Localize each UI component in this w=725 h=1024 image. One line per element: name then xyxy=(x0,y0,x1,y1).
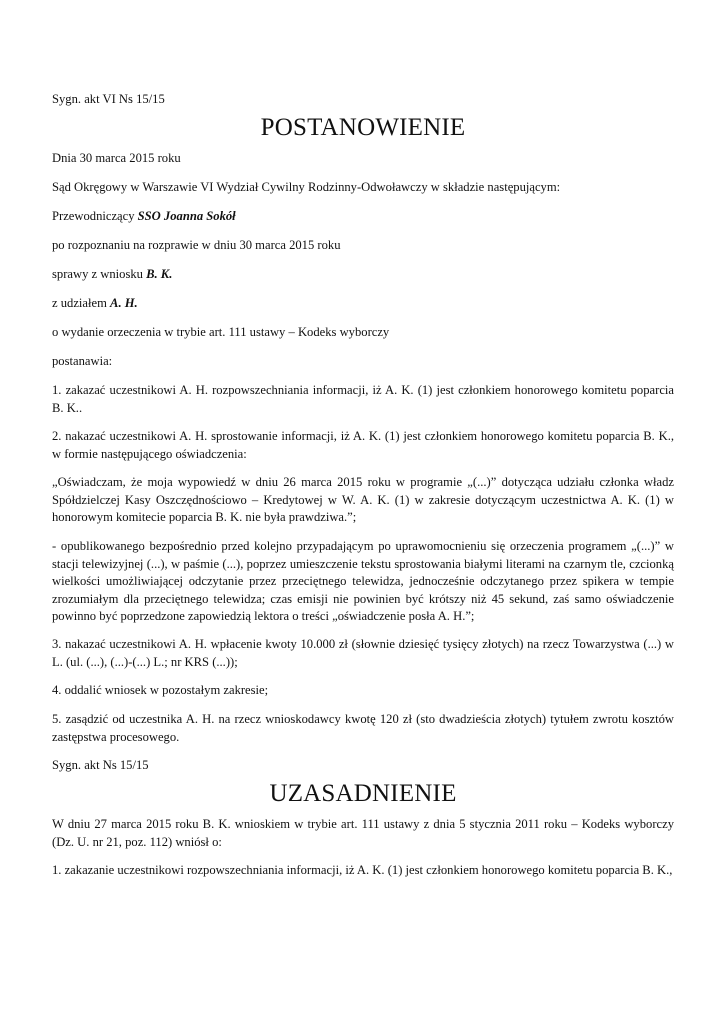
case-reference: Sygn. akt VI Ns 15/15 xyxy=(52,92,165,106)
chair-name: SSO Joanna Sokół xyxy=(137,209,236,223)
chair-label: Przewodniczący xyxy=(52,209,138,223)
applicant-label: sprawy z wniosku xyxy=(52,267,147,281)
court-line: Sąd Okręgowy w Warszawie VI Wydział Cywilny Rodzinny-Odwoławczy w składzie następującym: xyxy=(52,180,561,194)
hearing-line: po rozpoznaniu na rozprawie w dniu 30 marca 2015 roku xyxy=(52,238,341,252)
point-5: 5. zasądzić od uczestnika A. H. na rzecz wnioskodawcy kwotę 120 zł (sto dwadzieścia złotych) tytułem zwrotu kosztów zastępstwa procesowego. xyxy=(52,712,674,744)
point-4: 4. oddalić wniosek w pozostałym zakresie; xyxy=(52,683,269,697)
applicant-name: B. K. xyxy=(146,267,173,281)
participant-label: z udziałem xyxy=(52,296,111,310)
justification-point-1: 1. zakazanie uczestnikowi rozpowszechniania informacji, iż A. K. (1) jest członkiem honorowego komitetu poparcia B. K., xyxy=(52,863,673,877)
document-title: POSTANOWIENIE xyxy=(260,114,466,141)
date-line: Dnia 30 marca 2015 roku xyxy=(52,151,181,165)
subject-line: o wydanie orzeczenia w trybie art. 111 ustawy – Kodeks wyborczy xyxy=(52,325,390,339)
point-3: 3. nakazać uczestnikowi A. H. wpłacenie kwoty 10.000 zł (słownie dziesięć tysięcy złotych) na rzecz Towarzystwa (...) w L. (ul. (...), (...)-(...) L.; nr KRS (...)); xyxy=(52,637,674,669)
broadcast-conditions: - opublikowanego bezpośrednio przed kolejno przypadającym po uprawomocnieniu się orzeczenia programem „(...)” w stacji telewizyjnej (...), w paśmie (...), poprzez umieszczenie tekstu sprostowania białymi literami na czarnym tle, czcionką wielkości umożliwiającej odczytanie przez przeciętnego telewidza, jednocześnie odczytanego przez spikera w tempie zrozumiałym dla przeciętnego telewidza; czas emisji nie powinien być krótszy niż 45 sekund, zaś samo oświadczenie powinno być poprzedzone zapowiedzią lektora o treści „oświadczenie posła A. H.”; xyxy=(52,539,674,623)
applicant-line xyxy=(52,266,674,284)
justification-intro: W dniu 27 marca 2015 roku B. K. wnioskiem w trybie art. 111 ustawy z dnia 5 stycznia 2011 roku – Kodeks wyborczy (Dz. U. nr 21, poz. 112) wniósł o: xyxy=(52,817,674,849)
point-2: 2. nakazać uczestnikowi A. H. sprostowanie informacji, iż A. K. (1) jest członkiem honorowego komitetu poparcia B. K., w formie następującego oświadczenia: xyxy=(52,429,674,461)
justification-title: UZASADNIENIE xyxy=(269,780,457,807)
participant-name: A. H. xyxy=(110,296,138,310)
statement-text: „Oświadczam, że moja wypowiedź w dniu 26 marca 2015 roku w programie „(...)” dotycząca udziału członka władz Spółdzielczej Kasy Oszczędnościowo – Kredytowej w W. A. K. (1) w zakresie dotyczącym uczestnictwa A. K. (1) w honorowym komitecie poparcia B. K. nie była prawdziwa.”; xyxy=(52,475,674,524)
chair-line xyxy=(52,208,674,226)
case-reference-bottom: Sygn. akt Ns 15/15 xyxy=(52,758,149,772)
point-1: 1. zakazać uczestnikowi A. H. rozpowszechniania informacji, iż A. K. (1) jest członkiem honorowego komitetu poparcia B. K.. xyxy=(52,383,674,415)
decides-line: postanawia: xyxy=(52,354,113,368)
participant-line xyxy=(52,295,674,313)
